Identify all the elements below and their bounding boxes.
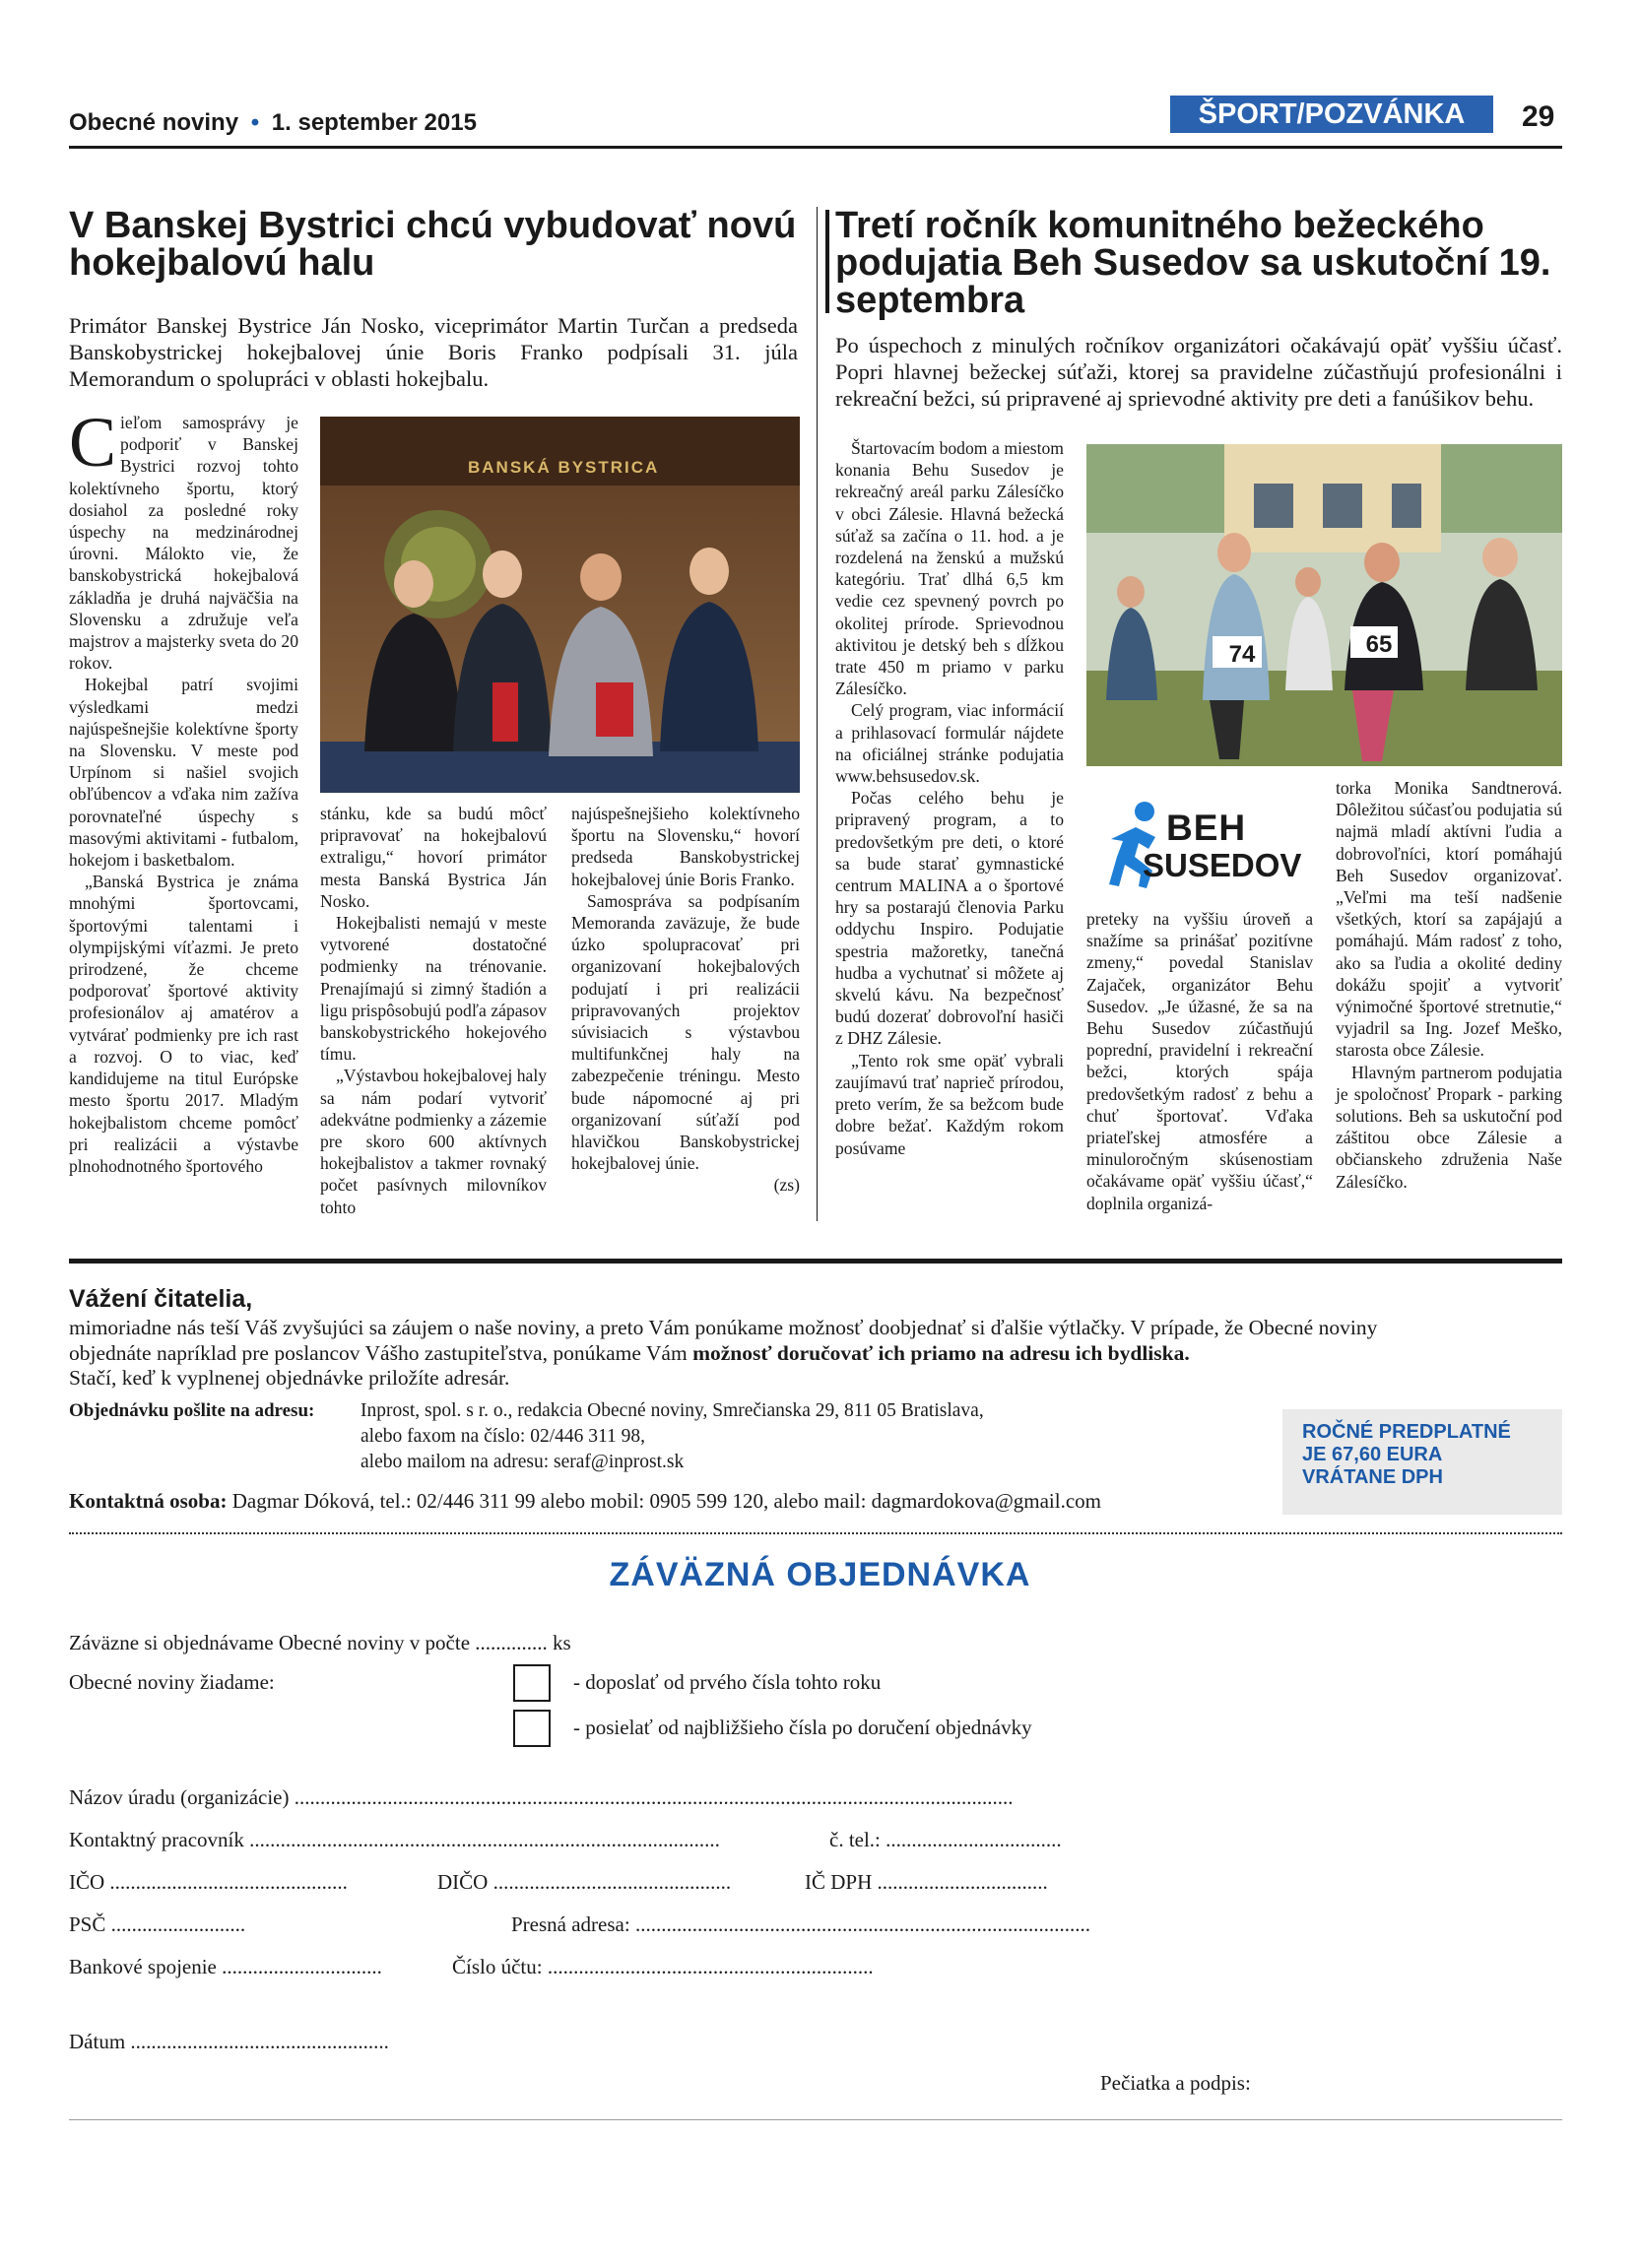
article1-photo — [320, 417, 800, 793]
beh-susedov-logo — [1101, 800, 1313, 893]
article2-paragraph: torka Monika Sandtnerová. Dôležitou súčasťou podujatia sú najmä mladí aktívni ľudia a dobrovoľníci, ktorí pomáhajú Beh Susedov organizovať. „Veľmi ma teší nadšenie všetkých, ktorí sa zapájajú a pomáhajú. Mám radosť z toho, ako sa ľudia a okolité dediny dokážu spojiť a vytvoriť výnimočné športové stretnutie,“ vyjadril sa Ing. Jozef Meško, starosta obce Zálesie. — [1336, 778, 1562, 1061]
address-line: alebo mailom na adresu: seraf@inprost.sk — [361, 1452, 685, 1472]
option1-label: - doposlať od prvého čísla tohto roku — [573, 1670, 882, 1694]
article2-paragraph: Celý program, viac informácií a prihlasovací formulár nájdete na oficiálnej stránke podujatia www.behsusedov.sk. — [835, 700, 1064, 787]
quantity-line[interactable]: Záväzne si objednávame Obecné noviny v počte .............. ks — [69, 1631, 571, 1654]
article1-paragraph: Hokejbal patrí svojimi výsledkami medzi najúspešnejšie kolektívne športy na Slovensku. V meste pod Urpínom si našiel svojich obľúbencov a vďaka nim zažíva porovnateľné úspechy s masovými aktivitami - futbalom, hokejom i basketbalom. — [69, 675, 298, 871]
article2-headline: Tretí ročník komunitného bežeckého podujatia Beh Susedov sa uskutoční 19. septembra — [835, 205, 1551, 321]
psc-field[interactable]: PSČ .......................... — [69, 1912, 246, 1936]
date-field[interactable]: Dátum .................................................. — [69, 2030, 389, 2053]
stamp-signature-label: Pečiatka a podpis: — [1100, 2071, 1251, 2095]
price-line: JE 67,60 EURA — [1302, 1444, 1443, 1465]
address-line: Inprost, spol. s r. o., redakcia Obecné noviny, Smrečianska 29, 811 05 Bratislava, — [361, 1400, 984, 1421]
account-field[interactable]: Číslo účtu: ............................................................... — [452, 1955, 874, 1978]
article1-lead: Primátor Banskej Bystrice Ján Nosko, viceprimátor Martin Turčan a predseda Banskobystrickej hokejbalovej únie Boris Franko podpísali 31. júla Memorandum o spolupráci v oblasti hokejbalu. — [69, 313, 798, 391]
page-header-left — [69, 109, 477, 137]
article1-paragraph: Samospráva sa podpísaním Memoranda zaväzuje, že bude úzko spolupracovať pri organizovaní hokejbalových podujatí i pri realizácii pripravovaných projektov súvisiacich s výstavbou multifunkčnej haly na zabezpečenie tréningu. Mesto bude nápomocné aj pri organizovaní súťaží pod hlavičkou Banskobystrickej hokejbalovej únie. — [571, 890, 800, 1174]
price-line: ROČNÉ PREDPLATNÉ — [1302, 1421, 1511, 1443]
price-line: VRÁTANE DPH — [1302, 1466, 1443, 1488]
cut-line — [69, 1532, 1562, 1534]
article2-column-1 — [835, 437, 1064, 1159]
header-bullet: • — [250, 109, 260, 136]
readers-text-part: Stačí, keď k vyplnenej objednávke priložíte adresár. — [69, 1366, 510, 1390]
article2-lead: Po úspechoch z minulých ročníkov organizátori očakávajú opäť vyššiu účasť. Popri hlavnej bežeckej súťaži, ktorej sa pravidelne zúčastňujú profesionálni i rekreační bežci, sú pripravené aj sprievodné aktivity pre deti a fanúšikov behu. — [835, 333, 1562, 411]
article2-column-2 — [1086, 908, 1313, 1214]
article1-paragraph: „Banská Bystrica je známa mnohými športovcami, športovými talentami i olympijskými víťazmi. Je preto prirodzené, že chceme podporovať športové aktivity profesionálov aj amatérov a vytvárať podmienky pre ich rast a rozvoj. O to viac, keď kandidujeme na titul Európske mesto športu 2017. Mladým hokejbalistom chceme pomôcť pri realizácii a výstavbe plnohodnotného športového — [69, 872, 298, 1176]
contact-text: Dagmar Dóková, tel.: 02/446 311 99 alebo mobil: 0905 599 120, alebo mail: dagmardokova@gmail.com — [227, 1489, 1102, 1513]
article1-paragraph: „Výstavbou hokejbalovej haly sa nám podarí vytvoriť adekvátne podmienky a zázemie pre skoro 600 aktívnych hokejbalistov a takmer rovnaký počet pasívnych milovníkov tohto — [320, 1066, 548, 1217]
footer-rule — [69, 2119, 1562, 2120]
ico-field[interactable]: IČO .............................................. — [69, 1870, 348, 1894]
article2-paragraph: Hlavným partnerom podujatia je spoločnosť Propark - parking solutions. Beh sa uskutoční pod záštitou obce Zálesie a občianskeho združenia Naše Zálesíčko. — [1336, 1062, 1562, 1192]
bank-field[interactable]: Bankové spojenie ............................... — [69, 1955, 382, 1978]
article2-paragraph: Počas celého behu je pripravený program, a to predovšetkým pre deti, o ktoré sa bude starať gymnastické centrum MALINA a o športové hry sa postarajú členovia Parku oddychu Inspiro. Podujatie spestria mažoretky, tanečná hudba a vychutnať si môžete aj skvelú kávu. Na bezpečnosť budú dozerať dobrovoľní hasiči z DHZ Zálesie. — [835, 788, 1064, 1049]
price-box — [1282, 1409, 1562, 1515]
option2-checkbox[interactable] — [513, 1710, 551, 1747]
article1-column-3 — [571, 803, 800, 1197]
article2-photo — [1086, 444, 1562, 766]
photo-sign: BANSKÁ BYSTRICA — [468, 458, 660, 477]
contact-person — [69, 1489, 1101, 1514]
address-label: Objednávku pošlite na adresu: — [69, 1400, 315, 1421]
article1-paragraph: ieľom samosprávy je podporiť v Banskej Bystrici rozvoj tohto kolektívneho športu, ktorý dosiahol za posledné roky úspechy na medzinárodnej úrovni. Málokto vie, že banskobystrická hokejbalová základňa je druhá najväčšia na Slovensku a združuje veľa majstrov a majsterky sveta do 20 rokov. — [69, 413, 298, 674]
readers-text-part: mimoriadne nás teší Váš zvyšujúci sa záujem o naše noviny, a preto Vám ponúkame možnosť doobjednať si ďalšie výtlačky. V prípade, že Obecné noviny objednáte napríklad pre poslancov Vášho zastupiteľstva, ponúkame Vám — [69, 1316, 1378, 1365]
address-lines — [361, 1398, 984, 1475]
article2-column-3 — [1336, 777, 1562, 1193]
phone-field[interactable]: č. tel.: .................................. — [829, 1828, 1062, 1851]
option1-checkbox[interactable] — [513, 1664, 551, 1702]
article1-paragraph: Hokejbalisti nemajú v meste vytvorené dostatočné podmienky na trénovanie. Prenajímajú si zimný štadión a ligu prispôsobujú podľa zápasov banskobystrického hokejového tímu. — [320, 913, 547, 1065]
logo-line1: BEH — [1166, 808, 1247, 848]
article1-signature: (zs) — [773, 1175, 800, 1196]
dropcap: C — [69, 403, 117, 482]
runner-bib: 74 — [1228, 641, 1256, 668]
runner-bib: 65 — [1365, 631, 1393, 658]
order-form-title: ZÁVÄZNÁ OBJEDNÁVKA — [609, 1556, 1031, 1593]
readers-text-bold: možnosť doručovať ich priamo na adresu ich bydliska. — [692, 1340, 1190, 1365]
contact-field[interactable]: Kontaktný pracovník ........................................................................................... — [69, 1828, 720, 1851]
section-label: ŠPORT/POZVÁNKA — [1170, 96, 1493, 133]
runners-photo — [1086, 444, 1562, 766]
icdph-field[interactable]: IČ DPH ................................. — [805, 1870, 1048, 1894]
readers-text — [69, 1316, 1458, 1392]
article2-paragraph: preteky na vyššiu úroveň a snažíme sa prinášať pozitívne zmeny,“ povedal Stanislav Zajaček, organizátor Behu Susedov. „Je úžasné, že sa na Behu Susedov zúčastňujú poprední, pravidelní i rekreační bežci, ktorých spája predovšetkým radosť z behu a chuť športovať. Vďaka priateľskej atmosfére a minuloročným skúsenostiam očakávame opäť vyššiu účasť,“ doplnila organizá- — [1086, 909, 1313, 1213]
article-divider — [817, 207, 818, 1221]
request-label: Obecné noviny žiadame: — [69, 1670, 275, 1694]
publication-name: Obecné noviny — [69, 109, 239, 136]
article1-column-2 — [320, 803, 547, 1218]
article1-paragraph: stánku, kde sa budú môcť pripravovať na hokejbalovú extraligu,“ hovorí primátor mesta Banská Bystrica Ján Nosko. — [320, 804, 547, 911]
article2-paragraph: „Tento rok sme opäť vybrali zaujímavú trať naprieč prírodou, preto verím, že sa bežcom bude dobre bežať. Každým rokom posúvame — [835, 1050, 1064, 1158]
dic-field[interactable]: DIČO .............................................. — [437, 1870, 732, 1894]
address-field[interactable]: Presná adresa: ........................................................................................ — [511, 1912, 1090, 1936]
article1-paragraph: najúspešnejšieho kolektívneho športu na Slovensku,“ hovorí predseda Banskobystrickej hokejbalovej únie Boris Franko. — [571, 804, 800, 889]
header-rule — [69, 146, 1562, 149]
article2-paragraph: Štartovacím bodom a miestom konania Behu Susedov je rekreačný areál parku Zálesíčko v obci Zálesie. Hlavná bežecká súťaž sa začína o 11. hod. a je rozdelená na ženskú a mužskú kategóriu. Trať dlhá 6,5 km vedie cez spevnený povrch po okolitej prírode. Sprievodnou aktivitou je detský beh s dĺžkou trate 450 m priamo v parku Zálesíčko. — [835, 438, 1064, 699]
article1-headline: V Banskej Bystrici chcú vybudovať novú hokejbalovú halu — [69, 205, 797, 284]
issue-date: 1. september 2015 — [271, 109, 477, 136]
readers-title: Vážení čitatelia, — [69, 1285, 253, 1313]
section-rule — [69, 1259, 1562, 1264]
logo-line2: SUSEDOV — [1143, 847, 1302, 883]
option2-label: - posielať od najbližšieho čísla po doručení objednávky — [573, 1716, 1032, 1739]
article2-accent-bar — [825, 210, 829, 313]
article1-column-1 — [69, 403, 298, 1177]
page-number: 29 — [1522, 100, 1555, 133]
contact-label: Kontaktná osoba: — [69, 1489, 228, 1513]
organization-field[interactable]: Názov úradu (organizácie) ........................................................................................................................................... — [69, 1785, 1014, 1809]
address-line: alebo faxom na číslo: 02/446 311 98, — [361, 1426, 646, 1447]
